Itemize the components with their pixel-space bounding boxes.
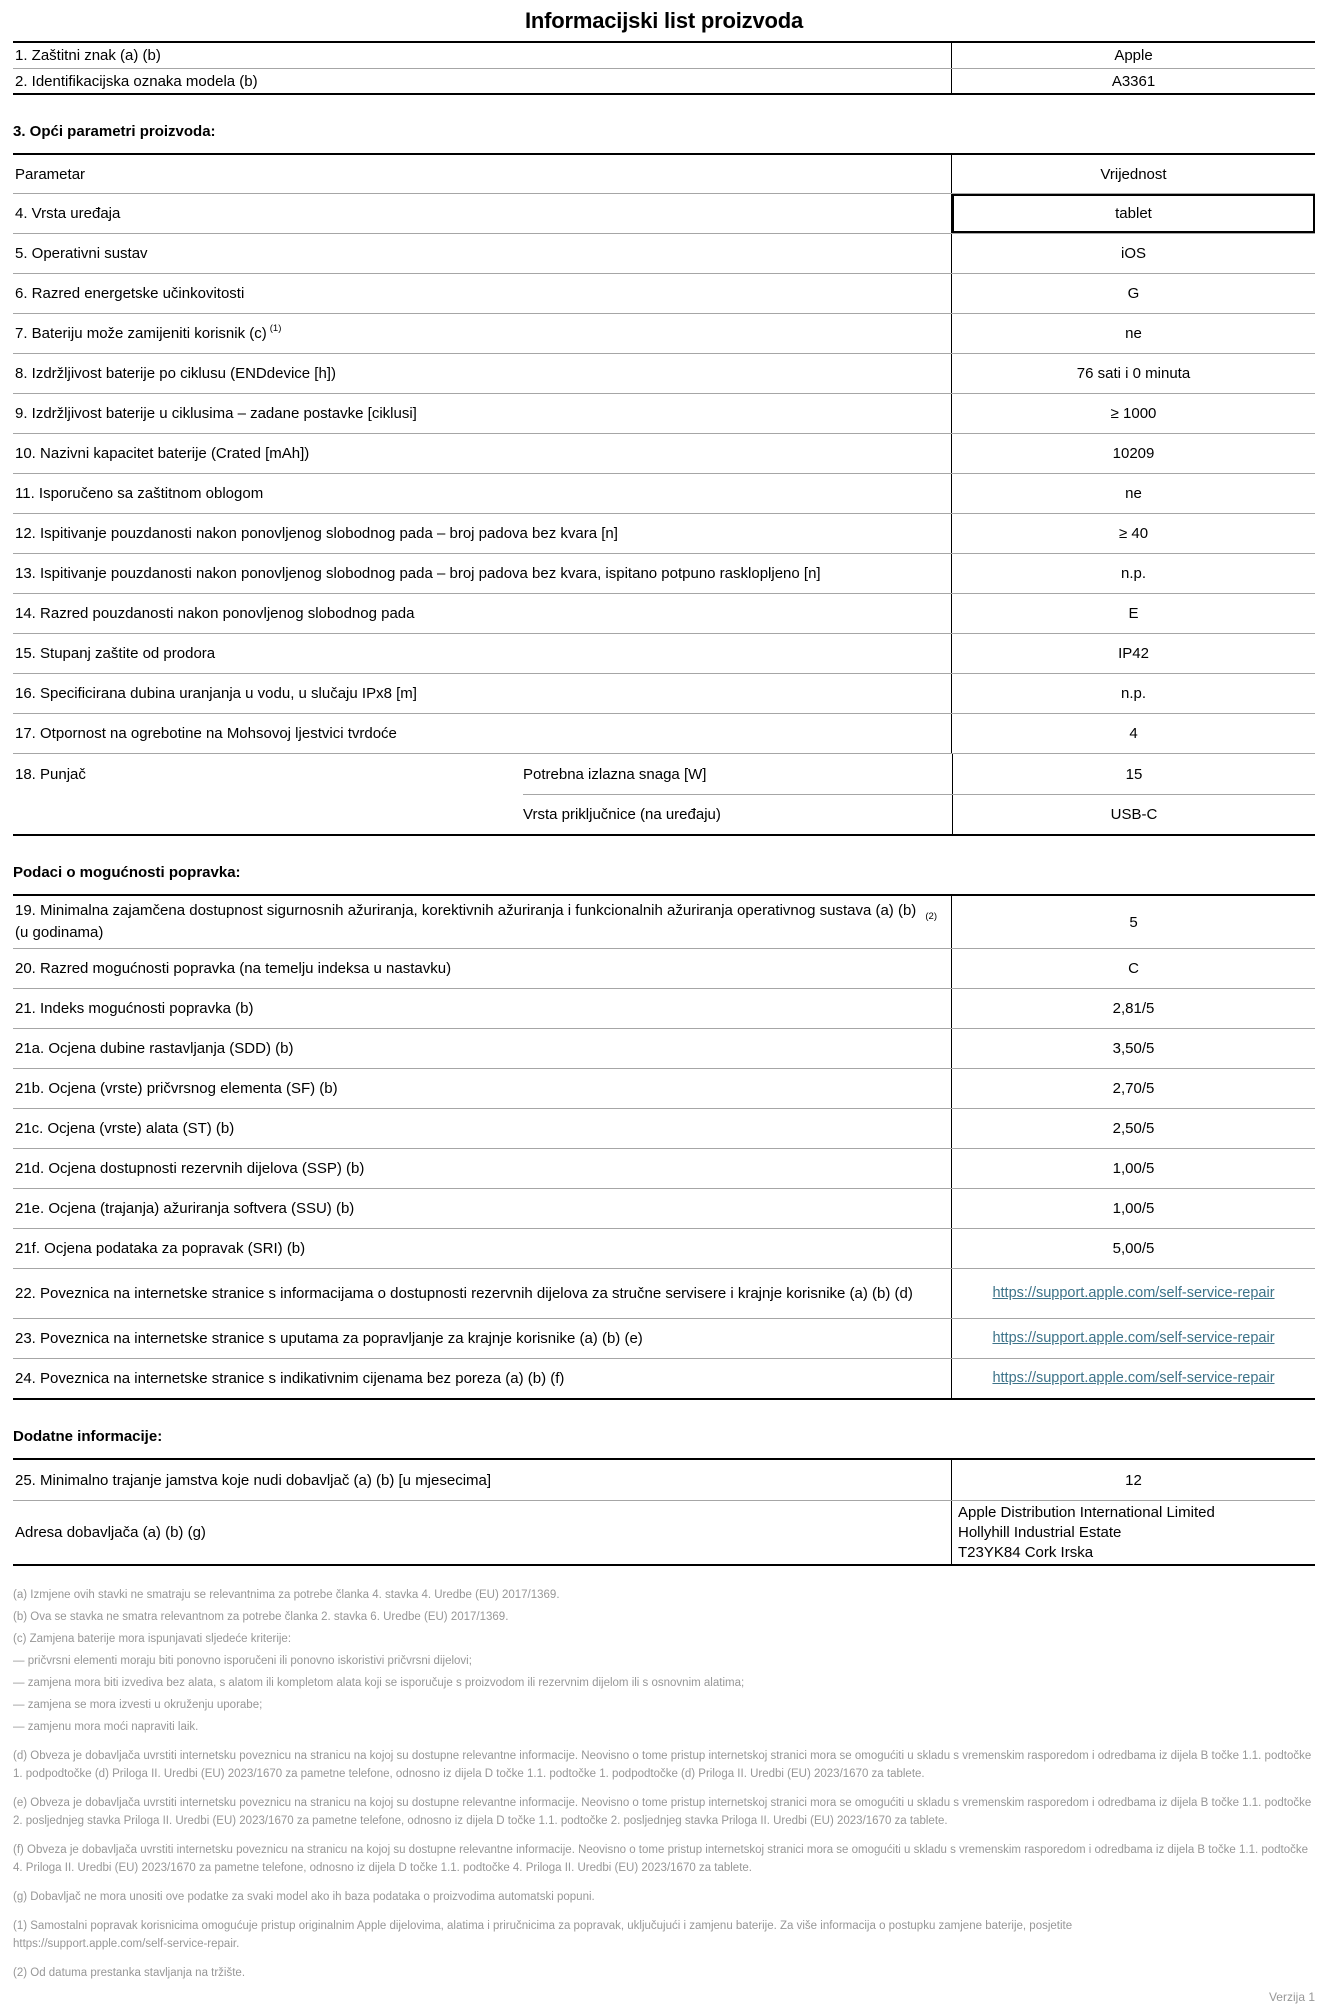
- table-row: [13, 1228, 1315, 1268]
- page-title: Informacijski list proizvoda: [524, 8, 804, 33]
- section-heading-general: 3. Opći parametri proizvoda:: [13, 123, 216, 140]
- row-value: 5: [1129, 913, 1138, 931]
- row-value: ne: [1125, 325, 1142, 342]
- footnote: (e) Obveza je dobavljača uvrstiti internetsku poveznicu na stranicu na kojoj su dostupne relevantne informacije. Neovisno o tome pristup internetskoj stranici mora se omogućiti u skladu s vremenskim rasporedom i odredbama iz dijela B točke 1.1. podtočke 2. posljednjeg stavka Priloga II. Uredbi (EU) 2023/1670 za pametne telefone, odnosno iz dijela D točke 1.1. podtočke 2. posljednjeg stavka Priloga II. Uredbi (EU) 2023/1670 za tablete.: [13, 1797, 1312, 1827]
- row-label: 21b. Ocjena (vrste) pričvrsnog elementa (SF) (b): [13, 1069, 952, 1108]
- table-row: [13, 68, 1315, 93]
- table-row: [13, 1068, 1315, 1108]
- row-label: 1. Zaštitni znak (a) (b): [13, 43, 952, 68]
- row-label: 14. Razred pouzdanosti nakon ponovljenog slobodnog pada: [13, 594, 952, 633]
- footnote: (b) Ova se stavka ne smatra relevantnom za potrebe članka 2. stavka 6. Uredbe (EU) 2017/1369.: [13, 1611, 509, 1623]
- table-row: [13, 353, 1315, 393]
- row-value: IP42: [1118, 645, 1149, 662]
- supplier-address: [952, 1501, 1315, 1564]
- address-line: Hollyhill Industrial Estate: [958, 1523, 1122, 1541]
- row-value: 76 sati i 0 minuta: [1076, 365, 1191, 382]
- table-row: [13, 1318, 1315, 1358]
- table-row: [13, 433, 1315, 473]
- table-row: [13, 1188, 1315, 1228]
- footnote-criterion: — zamjena se mora izvesti u okruženju uporabe;: [13, 1699, 263, 1711]
- table-row: [13, 43, 1315, 68]
- row-value: n.p.: [1120, 565, 1147, 582]
- row-value: [952, 1269, 1315, 1318]
- table-row: [13, 1148, 1315, 1188]
- footnote: (f) Obveza je dobavljača uvrstiti internetsku poveznicu na stranicu na kojoj su dostupne relevantne informacije. Neovisno o tome pristup internetskoj stranici mora se omogućiti u skladu s vremenskim rasporedom i odredbama iz dijela B točke 1.1. podtočke 4. Priloga II. Uredbi (EU) 2023/1670 za pametne telefone, odnosno iz dijela D točke 1.1. podtočke 4. Priloga II. Uredbi (EU) 2023/1670 za tablete.: [13, 1844, 1309, 1874]
- table-row: [13, 1108, 1315, 1148]
- row-label: 20. Razred mogućnosti popravka (na temelju indeksa u nastavku): [13, 949, 952, 988]
- row-label: 18. Punjač: [15, 765, 86, 783]
- footnote-ref: (2): [925, 911, 937, 922]
- row-label: 21a. Ocjena dubine rastavljanja (SDD) (b): [13, 1029, 952, 1068]
- row-label: 16. Specificirana dubina uranjanja u vodu, u slučaju IPx8 [m]: [13, 674, 952, 713]
- table-row: [13, 673, 1315, 713]
- table-row: [13, 1460, 1315, 1500]
- general-parameters-table: [13, 153, 1315, 836]
- version-label: Verzija 1: [1268, 1990, 1315, 2004]
- subrow-label: Vrsta priključnice (na uređaju): [523, 795, 953, 834]
- self-service-repair-link[interactable]: https://support.apple.com/self-service-repair: [992, 1330, 1275, 1346]
- table-row: [13, 713, 1315, 753]
- table-header-row: [13, 155, 1315, 193]
- address-line: T23YK84 Cork Irska: [958, 1543, 1094, 1561]
- row-value: ≥ 40: [1118, 525, 1149, 542]
- footnote-text: (1) Samostalni popravak korisnicima omogućuje pristup originalnim Apple dijelovima, alatima i priručnicima za popravak, uključujući i zamjenu baterije. Za više informacija o postupku zamjene baterije, posjetite: [13, 1920, 1073, 1932]
- row-value: ne: [1125, 485, 1142, 502]
- column-header-value: Vrijednost: [1100, 165, 1167, 183]
- subrow-value: 15: [1125, 765, 1143, 783]
- row-label: 9. Izdržljivost baterije u ciklusima – zadane postavke [ciklusi]: [13, 394, 952, 433]
- table-row: [13, 553, 1315, 593]
- footnote: (a) Izmjene ovih stavki ne smatraju se relevantnima za potrebe članka 4. stavka 4. Uredbe (EU) 2017/1369.: [13, 1589, 560, 1601]
- row-label: 21e. Ocjena (trajanja) ažuriranja softvera (SSU) (b): [13, 1189, 952, 1228]
- table-row: [13, 473, 1315, 513]
- table-row: [13, 393, 1315, 433]
- footnotes: [13, 1586, 1315, 1982]
- row-label: 11. Isporučeno sa zaštitnom oblogom: [13, 474, 952, 513]
- row-label: 17. Otpornost na ogrebotine na Mohsovoj ljestvici tvrdoće: [13, 714, 952, 753]
- charger-subrow: [523, 794, 1315, 834]
- footnote: (c) Zamjena baterije mora ispunjavati sljedeće kriterije:: [13, 1633, 292, 1645]
- address-line: Apple Distribution International Limited: [958, 1503, 1215, 1521]
- column-header-parameter: Parametar: [13, 155, 952, 193]
- row-label: 21d. Ocjena dostupnosti rezervnih dijelova (SSP) (b): [13, 1149, 952, 1188]
- subrow-label: Potrebna izlazna snaga [W]: [523, 754, 953, 794]
- footnote-url: https://support.apple.com/self-service-repair.: [13, 1938, 240, 1950]
- row-label: 25. Minimalno trajanje jamstva koje nudi dobavljač (a) (b) [u mjesecima]: [13, 1460, 952, 1500]
- footnote: (2) Od datuma prestanka stavljanja na tržište.: [13, 1967, 246, 1979]
- section-heading-repair: Podaci o mogućnosti popravka:: [13, 864, 241, 881]
- table-row: [13, 273, 1315, 313]
- subrow-value: USB-C: [1110, 806, 1158, 823]
- row-label: 23. Poveznica na internetske stranice s uputama za popravljanje za krajnje korisnike (a) (b) (e): [13, 1319, 952, 1358]
- row-value: 1,00/5: [1112, 1160, 1155, 1177]
- charger-row: [13, 753, 1315, 834]
- row-value: 3,50/5: [1112, 1040, 1155, 1057]
- row-value: Apple: [1114, 47, 1153, 64]
- row-label: 21f. Ocjena podataka za popravak (SRI) (b): [13, 1229, 952, 1268]
- table-row: [13, 948, 1315, 988]
- row-label: 4. Vrsta uređaja: [13, 194, 952, 233]
- footnote: (g) Dobavljač ne mora unositi ove podatke za svaki model ako ih baza podataka o proizvodima automatski popuni.: [13, 1891, 595, 1903]
- row-value: 10209: [1112, 445, 1155, 462]
- identification-table: [13, 41, 1315, 95]
- row-label: Adresa dobavljača (a) (b) (g): [13, 1501, 952, 1564]
- row-label: 19. Minimalna zajamčena dostupnost sigurnosnih ažuriranja, korektivnih ažuriranja i funkcionalnih ažuriranja operativnog sustava (a) (b) (u godinama) $^{(2)}$: [13, 896, 952, 948]
- footnote-ref: (1): [269, 323, 282, 334]
- table-row: [13, 1358, 1315, 1398]
- row-label: 2. Identifikacijska oznaka modela (b): [13, 69, 952, 93]
- row-label: 22. Poveznica na internetske stranice s informacijama o dostupnosti rezervnih dijelova za stručne servisere i krajnje korisnike (a) (b) (d): [13, 1269, 952, 1318]
- charger-subtable: [523, 754, 1315, 834]
- table-row: [13, 633, 1315, 673]
- row-value: G: [1127, 285, 1140, 302]
- section-heading-additional: Dodatne informacije:: [13, 1428, 163, 1445]
- footnote-criterion: — zamjena mora biti izvediva bez alata, s alatom ili kompletom alata koji se isporučuje s proizvodom ili rezervnim dijelom ili s osnovnim alatima;: [13, 1677, 745, 1689]
- row-label: 24. Poveznica na internetske stranice s indikativnim cijenama bez poreza (a) (b) (f): [13, 1359, 952, 1398]
- table-row: [13, 313, 1315, 353]
- row-label: 21c. Ocjena (vrste) alata (ST) (b): [13, 1109, 952, 1148]
- row-label: 8. Izdržljivost baterije po ciklusu (ENDdevice [h]): [13, 354, 952, 393]
- charger-subrow: [523, 754, 1315, 794]
- table-row: [13, 593, 1315, 633]
- row-value: 2,50/5: [1112, 1120, 1155, 1137]
- row-value-highlighted: tablet: [952, 194, 1315, 233]
- table-row: [13, 193, 1315, 233]
- table-row: [13, 513, 1315, 553]
- self-service-repair-link[interactable]: https://support.apple.com/self-service-repair: [992, 1285, 1275, 1301]
- repairability-table: [13, 894, 1315, 1400]
- row-label: 5. Operativni sustav: [13, 234, 952, 273]
- footnote-criterion: — pričvrsni elementi moraju biti ponovno isporučeni ili ponovno iskoristivi pričvrsni dijelovi;: [13, 1655, 472, 1667]
- row-value: [952, 1359, 1315, 1398]
- table-row: [13, 988, 1315, 1028]
- row-value: E: [1128, 605, 1139, 622]
- row-label: 21. Indeks mogućnosti popravka (b): [13, 989, 952, 1028]
- row-value: [952, 1319, 1315, 1358]
- self-service-repair-link[interactable]: https://support.apple.com/self-service-repair: [992, 1370, 1275, 1386]
- row-value: iOS: [1120, 245, 1146, 262]
- supplier-address-row: [13, 1500, 1315, 1564]
- row-label: 13. Ispitivanje pouzdanosti nakon ponovljenog slobodnog pada – broj padova bez kvara, ispitano potpuno rasklopljeno [n]: [13, 554, 952, 593]
- table-row: [13, 233, 1315, 273]
- row-value: 4: [1129, 725, 1138, 742]
- row-value: C: [1128, 960, 1139, 977]
- row-label: 7. Bateriju može zamijeniti korisnik (c) $^{(1)}$: [13, 314, 952, 353]
- table-row: [13, 1268, 1315, 1318]
- row-value: 5,00/5: [1112, 1240, 1155, 1257]
- table-row: [13, 896, 1315, 948]
- row-label: 15. Stupanj zaštite od prodora: [13, 634, 952, 673]
- footnote: [13, 1917, 1315, 1953]
- row-value: A3361: [1111, 72, 1156, 90]
- row-label: 12. Ispitivanje pouzdanosti nakon ponovljenog slobodnog pada – broj padova bez kvara [n]: [13, 514, 952, 553]
- footnote: (d) Obveza je dobavljača uvrstiti internetsku poveznicu na stranicu na kojoj su dostupne relevantne informacije. Neovisno o tome pristup internetskoj stranici mora se omogućiti u skladu s vremenskim rasporedom i odredbama iz dijela B točke 1.1. podtočke 1. podpodtočke (d) Priloga II. Uredbi (EU) 2023/1670 za pametne telefone, odnosno iz dijela D točke 1.1. podtočke 1. podpodtočke (d) Priloga II. Uredbi (EU) 2023/1670 za tablete.: [13, 1750, 1312, 1780]
- row-value: 2,81/5: [1112, 1000, 1155, 1017]
- row-value: n.p.: [1120, 685, 1147, 702]
- row-value: 1,00/5: [1112, 1200, 1155, 1217]
- row-label: 10. Nazivni kapacitet baterije (Crated [mAh]): [13, 434, 952, 473]
- additional-info-table: [13, 1458, 1315, 1566]
- row-label: 6. Razred energetske učinkovitosti: [13, 274, 952, 313]
- footnote-criterion: — zamjenu mora moći napraviti laik.: [13, 1721, 199, 1733]
- row-value: 12: [1125, 1471, 1142, 1489]
- row-value: ≥ 1000: [1110, 405, 1157, 422]
- table-row: [13, 1028, 1315, 1068]
- row-value: 2,70/5: [1112, 1080, 1155, 1097]
